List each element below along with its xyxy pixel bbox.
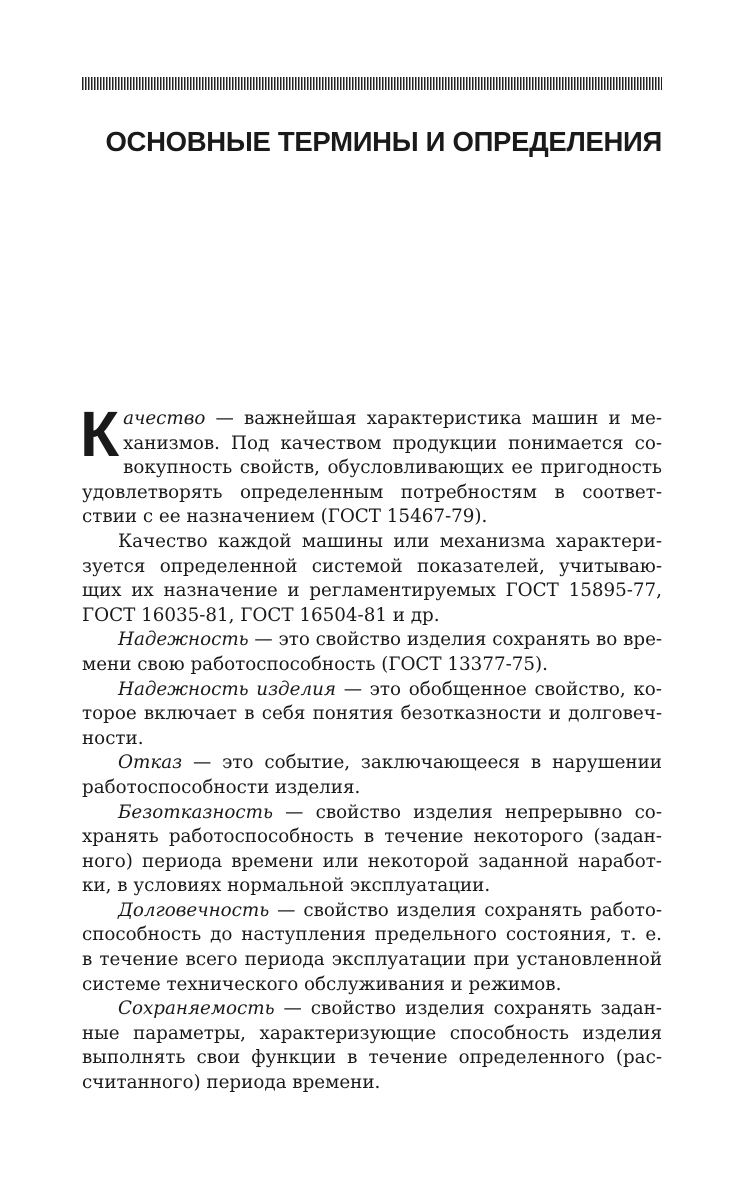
line-text: ного) периода времени или некоторой заданной наработ- (82, 850, 662, 872)
text-line (123, 407, 662, 432)
text-line (82, 727, 662, 752)
line-text: ствии с ее назначением (ГОСТ 15467-79). (82, 506, 488, 528)
line-text: считанного) периода времени. (82, 1072, 381, 1094)
line-text: вокупность свойств, обусловливающих ее пригодность (123, 457, 662, 479)
line-text: щих их назначение и регламентируемых ГОСТ 15895-77, (82, 580, 662, 602)
text-line (82, 751, 662, 776)
line-text: ности. (82, 727, 144, 749)
line-text: выполнять свои функции в течение определенного (рас- (82, 1047, 662, 1069)
defined-term: Сохраняемость (118, 998, 275, 1020)
text-line (82, 604, 662, 629)
defined-term: Надежность (118, 629, 249, 651)
paragraph (82, 751, 662, 800)
line-text: работоспособности изделия. (82, 776, 361, 798)
text-line (82, 825, 662, 850)
line-text: торое включает в себя понятия безотказности и долговеч- (82, 703, 662, 725)
line-text: — это свойство изделия сохранять во вре- (248, 629, 662, 651)
text-line (82, 801, 662, 826)
line-text: хранять работоспособность в течение некоторого (задан- (82, 826, 662, 848)
defined-term: Безотказность (118, 801, 273, 823)
text-line (82, 678, 662, 703)
defined-term: ачество (123, 408, 206, 429)
text-line (82, 997, 662, 1022)
paragraph (82, 997, 662, 1095)
text-line (82, 628, 662, 653)
text-line (82, 530, 662, 555)
line-text: — свойство изделия непрерывно со- (272, 801, 662, 823)
line-text: мени свою работоспособность (ГОСТ 13377-75). (82, 653, 548, 675)
paragraph (82, 678, 662, 752)
defined-term: Надежность изделия (118, 678, 336, 700)
text-line (82, 1046, 662, 1071)
text-line (82, 1022, 662, 1047)
line-text: ханизмов. Под качеством продукции понимается со- (123, 432, 662, 454)
decorative-header-rule (82, 77, 662, 90)
text-line (82, 948, 662, 973)
line-text: системе технического обслуживания и режимов. (82, 973, 562, 995)
text-line (82, 899, 662, 924)
text-line (82, 702, 662, 727)
drop-cap-letter: К (80, 398, 120, 470)
line-text: ГОСТ 16035-81, ГОСТ 16504-81 и др. (82, 604, 440, 626)
text-line (82, 923, 662, 948)
text-line (82, 1071, 662, 1096)
text-line (82, 776, 662, 801)
paragraph (80, 398, 662, 530)
defined-term: Долговечность (118, 899, 270, 921)
line-text: ные параметры, характеризующие способность изделия (82, 1022, 662, 1044)
text-line (123, 432, 662, 457)
line-text: зуется определенной системой показателей, учитываю- (82, 555, 662, 577)
line-text: ки, в условиях нормальной эксплуатации. (82, 875, 491, 897)
defined-term: Отказ (118, 752, 183, 774)
paragraph (82, 801, 662, 899)
line-text: способность до наступления предельного состояния, т. е. (82, 924, 662, 946)
text-line (82, 481, 662, 506)
text-line (82, 850, 662, 875)
paragraph (82, 628, 662, 677)
text-line (82, 505, 662, 530)
line-text: — свойство изделия сохранять задан- (274, 998, 662, 1020)
text-line (82, 653, 662, 678)
text-line (82, 555, 662, 580)
text-line (82, 579, 662, 604)
line-text: Качество каждой машины или механизма характери- (118, 530, 662, 552)
page-title: ОСНОВНЫЕ ТЕРМИНЫ И ОПРЕДЕЛЕНИЯ (105, 126, 662, 157)
line-text: — свойство изделия сохранять работо- (269, 899, 662, 921)
text-line (82, 973, 662, 998)
line-text: в течение всего периода эксплуатации при установленной (82, 949, 662, 971)
paragraph (82, 530, 662, 628)
line-text: удовлетворять определенным потребностям в соответ- (82, 481, 662, 503)
line-text: — важнейшая характеристика машин и ме- (205, 408, 662, 429)
paragraph (82, 899, 662, 997)
text-line (123, 456, 662, 481)
line-text: — это обобщенное свойство, ко- (335, 678, 662, 700)
text-line (82, 874, 662, 899)
line-text: — это событие, заключающееся в нарушении (182, 752, 662, 774)
article-body (80, 398, 662, 1096)
